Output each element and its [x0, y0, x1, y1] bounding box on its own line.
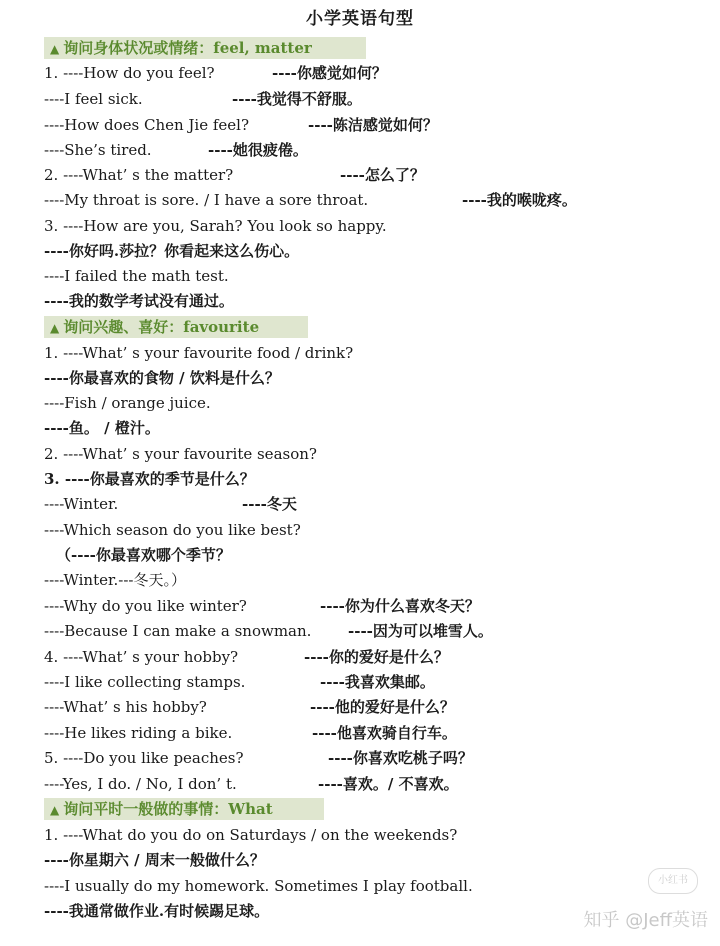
translation-line: ----你喜欢吃桃子吗？ [328, 749, 473, 767]
translation-line: ----你最喜欢的食物 / 饮料是什么？ [44, 369, 280, 387]
section-header-routine [44, 798, 324, 820]
translation-line: ----我的喉咙疼。 [462, 191, 577, 209]
translation-line: （----你最喜欢哪个季节？ [56, 546, 231, 564]
section-header-feelings [44, 37, 366, 59]
triangle-bullet-icon: ▲ [50, 803, 60, 817]
triangle-bullet-icon: ▲ [50, 42, 60, 56]
sentence-line: ----Why do you like winter? [44, 597, 247, 615]
sentence-line: ----I like collecting stamps. [44, 673, 246, 691]
translation-line: ----冬天 [242, 495, 297, 513]
sentence-line: ----My throat is sore. / I have a sore throat. [44, 191, 369, 209]
xiaohongshu-logo: 小红书 [648, 868, 698, 894]
sentence-line: 3. ----How are you, Sarah? You look so happy. [44, 217, 387, 235]
sentence-line: 2. ----What’ s the matter? [44, 166, 234, 184]
sentence-line: ----I failed the math test. [44, 267, 229, 285]
sentence-line: ----What’ s his hobby? [44, 698, 207, 716]
sentence-line: ----Because I can make a snowman. [44, 622, 312, 640]
triangle-bullet-icon: ▲ [50, 321, 60, 335]
sentence-line: 1. ----How do you feel? [44, 64, 215, 82]
translation-line: ----我通常做作业.有时候踢足球。 [44, 902, 270, 920]
translation-line: ----他喜欢骑自行车。 [312, 724, 457, 742]
sentence-line: 1. ----What do you do on Saturdays / on the weekends? [44, 826, 458, 844]
sentence-line: 1. ----What’ s your favourite food / drink? [44, 344, 354, 362]
sentence-line: 2. ----What’ s your favourite season? [44, 445, 317, 463]
sentence-line: ----Yes, I do. / No, I don’ t. [44, 775, 237, 793]
translation-line: ----他的爱好是什么？ [310, 698, 455, 716]
translation-line: ----你感觉如何？ [272, 64, 387, 82]
translation-line: ----你好吗.莎拉？你看起来这么伤心。 [44, 242, 300, 260]
translation-line: ----你为什么喜欢冬天？ [320, 597, 480, 615]
sentence-line: ----How does Chen Jie feel? [44, 116, 250, 134]
translation-line: 3. ----你最喜欢的季节是什么？ [44, 470, 255, 488]
sentence-line: ----He likes riding a bike. [44, 724, 233, 742]
translation-line: ----我觉得不舒服。 [232, 90, 362, 108]
sentence-line: ----She’s tired. [44, 141, 152, 159]
sentence-line: ----Which season do you like best? [44, 521, 301, 539]
sentence-line: ----Fish / orange juice. [44, 394, 211, 412]
translation-line: ----她很疲倦。 [208, 141, 308, 159]
translation-line: ----喜欢。/ 不喜欢。 [318, 775, 459, 793]
translation-line: ----你星期六 / 周末一般做什么？ [44, 851, 265, 869]
translation-line: ----因为可以堆雪人。 [348, 622, 493, 640]
translation-line: ----你的爱好是什么？ [304, 648, 449, 666]
sentence-line: 5. ----Do you like peaches? [44, 749, 244, 767]
translation-line: ----怎么了？ [340, 166, 425, 184]
translation-line: ----我喜欢集邮。 [320, 673, 435, 691]
section-header-text: 询问兴趣、喜好：favourite [63, 318, 260, 336]
translation-line: ----我的数学考试没有通过。 [44, 292, 234, 310]
page-title: 小学英语句型 [306, 9, 414, 29]
translation-line: ----陈洁感觉如何？ [308, 116, 438, 134]
sentence-line: ----I usually do my homework. Sometimes I play football. [44, 877, 473, 895]
section-header-text: 询问身体状况或情绪：feel, matter [63, 39, 312, 57]
sentence-line: ----Winter.---冬天。） [44, 571, 186, 589]
sentence-line: ----Winter. [44, 495, 119, 513]
section-header-text: 询问平时一般做的事情：What [63, 800, 273, 818]
zhihu-watermark: 知乎 @Jeff英语 [583, 910, 708, 931]
sentence-line: 4. ----What’ s your hobby? [44, 648, 239, 666]
section-header-favourites [44, 316, 308, 338]
sentence-line: ----I feel sick. [44, 90, 143, 108]
translation-line: ----鱼。 / 橙汁。 [44, 419, 160, 437]
